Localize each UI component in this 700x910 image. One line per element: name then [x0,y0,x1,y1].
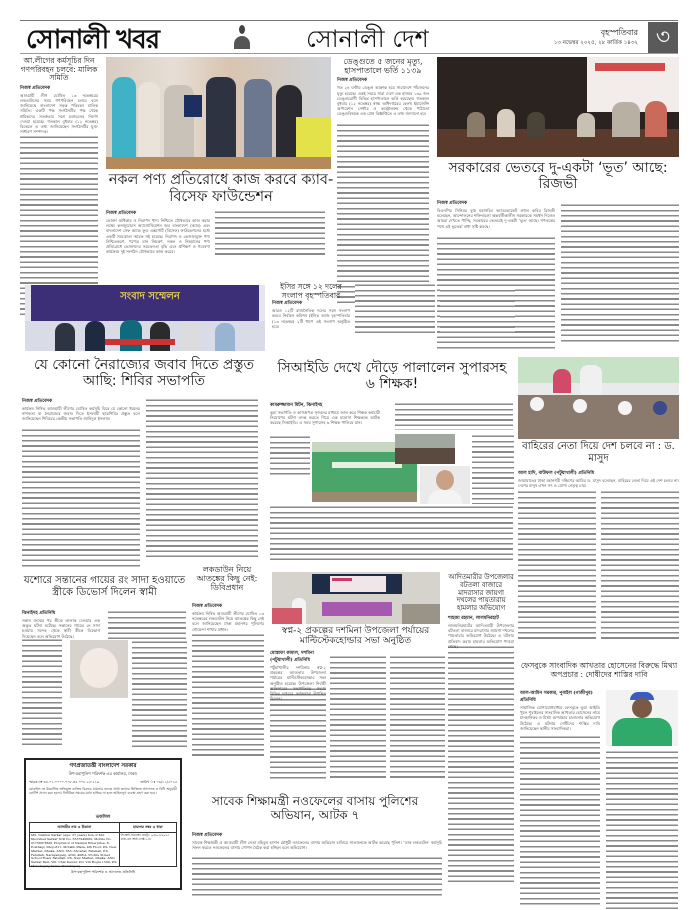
photo-baby [70,640,128,698]
article-body-continued [192,633,264,758]
article-body: কার্যক্রম নিষিদ্ধ আওয়ামী লীগের ঘোষিত ১৩ নভেম্বরের লকডাউন নিয়ে আতঙ্কের কিছু নেই বলে জানিয়েছেন ঢাকা মহানগর পুলিশের গোয়েন্দা শাখার প্রধান। [192,611,264,632]
article-rizvi-col2 [561,203,679,343]
byline: নিজস্ব প্রতিবেদক [437,201,468,206]
photo-swapna-meeting [272,572,440,624]
photo-old-school [395,434,455,464]
photo-rizvi-event [437,57,679,157]
article-masud [518,470,679,492]
article-dengue [337,57,429,303]
government-notice [24,758,182,890]
byline: নিজস্ব প্রতিবেদক [337,78,368,84]
column-header: আসামীর নাম ও ঠিকানা [30,823,120,832]
page-number: ৩ [648,22,678,53]
article-body: জামায়াতের ঢাকা মহানগরী দক্ষিণের আমির ড. মাসুদ বলেছেন, বাহিরের নেতা দিয়ে এই দেশ চলবে না। দেশের মানুষ এখন সৎ ও যোগ্য নেতৃত্ব চায়। [518,478,679,489]
headline: আ.লীগের কর্মসূচির দিন গণপরিবহন চলবে: মালিক সমিতি [20,56,98,83]
column-header: মামলার নম্বর ও ধারা [133,825,163,829]
headline-nawfel: সাবেক শিক্ষামন্ত্রী নওফেলের বাসায় পুলিশের অভিযান, আটক ৭ [211,794,419,822]
headline-cid: সিআইডি দেখে দৌড়ে পালালেন সুপারসহ ৬ শিক্ষক! [277,360,507,393]
article-swapna-col2 [330,655,386,780]
section-title: সোনালী দেশ [306,25,429,53]
headline-rizvi: সরকারের ভেতরে দু-একটা ‘ভূত’ আছে: রিজভী [448,160,668,193]
photo-press-conference: সংবাদ সম্মেলন [25,285,265,351]
article-al-program [20,57,98,303]
headline-jessore: যশোরে সন্তানের গায়ের রং সাদা হওয়াতে স্ত্রীকে ডিভোর্স দিলেন স্বামী [23,575,186,598]
article-body: লালমনিরহাটের আদিতমারী উপজেলার বটতলা বাজারে মাদরাসার জায়গা দখলের পায়তারার অভিযোগ উঠেছে। এ ঘটনায় প্রতিবাদ করায় হামলার অভিযোগ পাওয়া গেছে। [448,623,514,649]
byline: ঝিনাইদহ প্রতিনিধি [22,611,56,616]
notice-date: তারিখ ঃ ০৯/১১/২০২৫ [140,780,177,784]
article-masud-col1 [518,490,596,640]
headline-lockdown: লকডাউন নিয়ে আতঙ্কের কিছু নেই: ডিবিপ্রধান [196,565,258,593]
article-body: পটুয়াখালীর দশমিনায় স্বপ্ন-২ প্রকল্পের আওতায় উপজেলা পর্যায়ের মাল্টিস্টেকহোল্ডার সভা অনুষ্ঠিত হয়েছে। উপজেলা নির্বাহী অফিসারের সভাপতিত্বে সভায় বিভিন্ন দপ্তরের কর্মকর্তারা উপস্থিত ছিলেন। [270,665,326,702]
date-line: ১৩ নভেম্বর ২০২৫, ২৮ কার্তিক ১৪৩২ [553,40,638,46]
article-body-continued [270,435,310,475]
notice-signature: উপ-মহাপুলিশ পরিদর্শক ও আদালত প্রতিনিধি [71,870,135,874]
byline: কামরুজ্জামান মিটন, ঝিনাইদহ [270,403,323,408]
article-masud-col2 [601,490,679,640]
article-body: ভুয়া সভাপতি ও কাগজপত্র সৃজনের মাধ্যমে জাল করে শিক্ষক কর্মচারী নিয়োগের ঘটনা তদন্ত করতে গিয়ে এক মাদ্রাসা শিক্ষককে আটক করেছে সিআইডি। এ সময় সুপারসহ ৬ শিক্ষক পালিয়ে যান। [270,410,380,426]
headline-cab-bsaf: নকল পণ্য প্রতিরোধে কাজ করবে ক্যাব-বিসেফ ফাউন্ডেশন [108,172,334,205]
article-body: সামাজিক যোগাযোগমাধ্যম ফেসবুকে ভুয়া আইডি খুলে পুবাইলের সাংবাদিক আখতার হোসেনের নামে মানহানিকর ও মিথ্যা অপপ্রচার চালানোর অভিযোগ উঠেছে। এ ঘটনায় দোষীদের শাস্তির দাবি জানিয়েছেন স্থানীয় সাংবাদিকরা। [520,705,600,731]
notice-subtitle: উপ-মহাপুলিশ পরিদর্শক এর কার্যালয়, ঢাকা। [68,771,138,776]
notice-body: মোবাইল নং উল্লেখিত অভিযুক্ত ব্যক্তির বিরুদ্ধে মামলার তদন্তে প্রাপ্ত তথ্যের ভিত্তিতে আদালত ও বিধি অনুযায়ী নোটিশ প্রদান করা হলো। নির্ধারিত সময়ের মধ্যে হাজির না হলে আইনানুগ ব্যবস্থা গ্রহণ করা হবে। [29,787,177,796]
byline: নিজস্ব প্রতিবেদক [106,211,137,216]
article-body: কার্যক্রম নিষিদ্ধ আওয়ামী লীগের ঘোষিত কর্মসূচি ঘিরে যে কোনো ধরনের নাশকতা বা নৈরাজ্যের জবাব দিতে ইসলামী ছাত্রশিবির প্রস্তুত বলে জানিয়েছেন শিবিরের কেন্দ্রীয় সভাপতি জাহিদুল ইসলাম। [22,406,140,422]
article-cab-bsaf-col1 [106,210,210,256]
headline: ডেঙ্গুতে ৫ জনের মৃত্যু, হাসপাতালে ভর্তি ১১৩৯ [343,57,423,76]
article-body: আওয়ামী লীগ ঘোষিত ১৩ নভেম্বরের লকডাউনের সময় গণপরিবহন চলবে বলে জানিয়েছে বাংলাদেশ সড়ক পরিবহন মালিক সমিতি। একটি পক্ষ সংগঠনটির পক্ষ থেকে শ্রমিকদের সতর্কতার সঙ্গে চলাচলের নির্দেশ দেওয়া হয়েছে। গতকাল বুধবার (১২ নভেম্বর) বিকেলে এ তথ্য জানিয়েছেন সংগঠনটির যুগ্ম-সাধারণ সম্পাদক। [20,93,98,303]
byline: নিজস্ব প্রতিবেদক [192,833,223,838]
table-cell: সি.আই.ডি/ঢাকা মেট্রো: ০৩/০১/২০২৫ ধারা-এন.আই.এ্যাক্ট-১৩৮ [120,833,170,841]
byline: নিজস্ব প্রতিবেদক [272,301,303,307]
photo-masud-rally [518,357,679,439]
article-swapna-col3 [390,655,445,780]
article-body-continued [520,735,600,905]
article-body: ভোক্তা অধিকার ও নিরাপদ খাদ্য নিশ্চিতে যৌথভাবে কাজ করার লক্ষ্যে কনজ্যুমারস অ্যাসোসিয়েশন অব বাংলাদেশ (ক্যাব) এবং বাংলাদেশ সেফ অ্যান্ড ফুড এক্সপোর্ট (বিসেফ) ফাউন্ডেশনের মধ্যে একটি সমঝোতা স্মারক সই হয়েছে। নিরাপদ ও ভেজালমুক্ত পণ্য নিশ্চিতকরণ, পণ্যের মান নিয়ন্ত্রণ, নকল ও নিম্নমানের পণ্য প্রতিরোধে ভোক্তাদের সচেতনতা বৃদ্ধি এবং প্রশিক্ষণ ও গবেষণা কার্যক্রমে দুই সংগঠন যৌথভাবে কাজ করবে। [106,218,210,255]
article-swapna-col1 [270,650,326,782]
headline-swapna: স্বপ্ন-২ প্রকল্পের দশমিনা উপজেলা পর্যায়ের মাল্টিস্টেকহোল্ডার সভা অনুষ্ঠিত [281,626,430,647]
article-jessore-col3 [132,640,187,750]
day-name: বৃহস্পতিবার [600,28,638,37]
article-body: সাবেক শিক্ষামন্ত্রী ও আওয়ামী লীগ নেতা মহিবুল হাসান চৌধুরী নওফেলের বাসায় অভিযান চালিয়ে সাতজনকে আটক করেছে পুলিশ। ‘ডাক লকডাউন’ কর্মসূচি সফল করতে নওফেলের বাসায় গোপন বৈঠক করা হচ্ছিল বলে অভিযোগ। [192,840,442,851]
notice-table-heading: তফসিল [95,815,111,820]
article-ishi [272,283,350,344]
newspaper-logo: সোনালী খবর [26,25,160,55]
notice-title: গণপ্রজাতন্ত্রী বাংলাদেশ সরকার [69,763,137,769]
headline: ইসির সঙ্গে ১২ দলের সংলাপ বৃহস্পতিবার [280,282,342,300]
masthead [20,20,678,54]
byline: আল হাদি, বাউফল (পটুয়াখালী) প্রতিনিধি [518,471,595,476]
person-icon [234,25,250,51]
article-body: সন্তান জন্মের পর স্ত্রীকে তালাক দেওয়ার এক অদ্ভুত ঘটনা ঘটেছে। সন্তানের গায়ের রং সাদা হওয়ায় সন্দেহ থেকে স্বামী স্ত্রীকে ডিভোর্স দিয়েছেন বলে অভিযোগ উঠেছে। [22,618,100,639]
headline-shibir: যে কোনো নৈরাজ্যের জবাব দিতে প্রস্তুত আছি: শিবির সভাপতি [34,357,254,390]
byline: মোস্তাফা কামাল, দশমিনা (পটুয়াখালী) প্রতিনিধি [270,651,314,663]
notice-table-header [29,822,177,833]
byline: নিজস্ব প্রতিবেদক [22,399,53,404]
article-shibir-col1 [22,398,140,568]
article-body: গত ২৪ ঘণ্টায় ডেঙ্গু আক্রান্ত হয়ে সারাদেশে পাঁচজনের মৃত্যু হয়েছে। একই সময়ে সারা দেশে এক হাজার ১৩৯ জন ডেঙ্গুরোগী বিভিন্ন হাসপাতালে ভর্তি হয়েছেন। গতকাল বুধবার (১২ নভেম্বর) স্বাস্থ্য অধিদপ্তরের হেলথ ইমার্জেন্সি অপারেশন সেন্টার ও কন্ট্রোলরুম থেকে পাঠানো ডেঙ্গুবিষয়ক এক প্রেস বিজ্ঞপ্তিতে এ তথ্য জানানো হয়। [337,85,429,117]
article-body-continued [22,638,62,748]
headline-facebook: ফেসবুকে সাংবাদিক আখতার হোসেনের বিরুদ্ধে মিথ্যা অপপ্রচার : দোষীদের শাস্তির দাবি [520,661,678,679]
article-body-continued [337,123,429,303]
byline: শাহজা রহমান, লালমনিরহাট [448,616,499,621]
article-body: আরও ১২টি রাজনৈতিক দলের সঙ্গে সংলাপ করবে নির্বাচন কমিশন (ইসি)। আজ বৃহস্পতিবার (১৩ নভেম্বর) ২টি ধাপে এই সংলাপ অনুষ্ঠিত হবে। [272,308,350,329]
article-nawfel [192,832,442,898]
article-body-continued [22,428,140,568]
article-rizvi-continued [440,283,515,338]
headline-masud: বাহিরের নেতা দিয়ে দেশ চলবে না : ড. মাসুদ [522,441,675,464]
notice-memo: স্মারক নং-৪৪.০১.০০০০.০০৮.৩৫.০০৮.২৫-২১৯ [29,780,100,784]
byline: নিজস্ব প্রতিবেদক [20,85,51,91]
article-lockdown [192,603,264,758]
article-cid-col2 [395,402,513,430]
photo-teacher-portrait [420,466,470,504]
byline: আল-আমিন সরকার, পুবাইল (গাজীপুর) প্রতিনিধি [520,691,593,703]
article-body: বিএনপির সিনিয়র যুগ্ম মহাসচিব অ্যাডভোকেট রুহুল কবির রিজভী বলেছেন, আন্দোলনের শক্তিগুলো অন্তর্বর্তীকালীন সরকারকে সমর্থন দিলেও আমরা দেখতে পাচ্ছি, সরকারের ভেতরেই দু-একটা ‘ভূত’ আছে। গণতন্ত্রের পথে এই ভূতেরা বাধা সৃষ্টি করছে। [437,208,555,229]
article-cid-col4 [395,505,513,560]
article-madrasa [448,615,514,885]
article-dengue-continued [355,283,435,333]
article-cid-col3 [472,434,514,504]
notice-table-row [29,833,177,867]
byline: নিজস্ব প্রতিবেদক [192,604,223,609]
article-jessore-col2 [108,610,186,640]
table-cell: Md. Nazmul Sarkar (Age: 37 years) Son of Md. Khorshed Sarkar NID No. 5537940060, Mobile No. 01758978691 Proprietor of Nazmul Enterprise, 8, Posthagi, Shop-811, Motalib Plaza, 4th Floor, P.S. New Market, Dhaka. AND, 653, Showtar, Fatullah, P.S. Fatullah, Narayanganj. AND, 408/A, Profire Street School Road, Fatullah, P.S. New Market, Dhaka. AND Sarkar Bari, Vill: Char Kewar, P.O. Vill Hogla 1500, P.S. Munshiganj Sadar, Munshiganj. [30,833,120,866]
article-body-continued [192,856,442,898]
article-shibir-col2 [146,398,258,558]
article-body-continued [448,645,514,885]
headline-madrasa: আদিতমারীর উপজেলার বটতলা বাজারে মাদরাসার জায়গা দখলের পায়তারায় হামলার অভিযোগ [448,573,514,613]
article-facebook-col2 [606,750,678,910]
article-cab-bsaf-col2 [215,210,325,255]
article-facebook-col1 [520,690,600,905]
photo-mou-signing [106,57,331,169]
photo-akhtar-hossain [606,690,678,746]
